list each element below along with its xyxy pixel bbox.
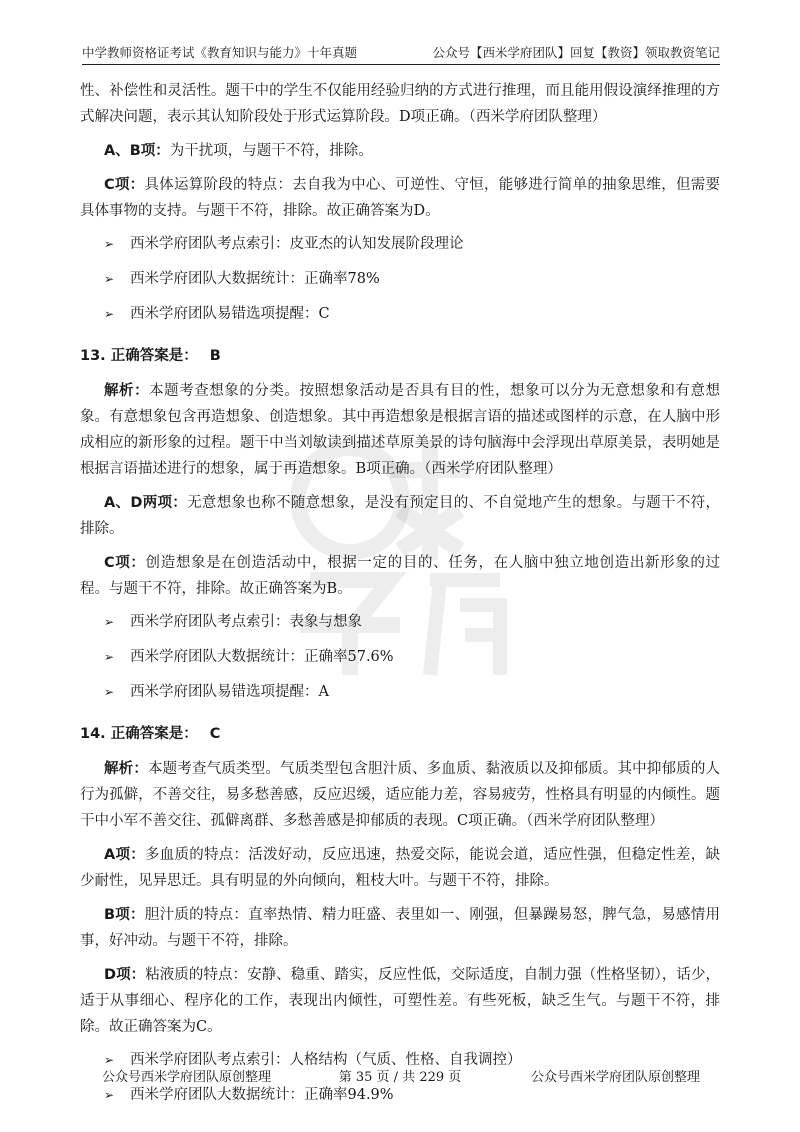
option-label: C项： (104, 555, 146, 571)
footer-right: 公众号西米学府团队原创整理 (530, 1070, 700, 1085)
list-item: ➢ 西米学府团队考点索引：人格结构（气质、性格、自我调控） (80, 1048, 720, 1072)
q13-option-c (80, 550, 720, 602)
list-item: ➢ 西米学府团队大数据统计：正确率94.9% (80, 1083, 720, 1107)
arrow-bullet-icon: ➢ (104, 1053, 115, 1067)
option-text: 创造想象是在创造活动中，根据一定的目的、任务，在人脑中独立地创造出新形象的过程。与题干不符，排除。故正确答案为B。 (80, 555, 720, 597)
page-number: 第 35 页 / 共 229 页 (338, 1070, 462, 1085)
arrow-bullet-icon: ➢ (104, 685, 115, 699)
main-content (80, 78, 720, 1118)
arrow-bullet-icon: ➢ (104, 1088, 115, 1102)
option-text: 多血质的特点：活泼好动，反应迅速，热爱交际，能说会道，适应性强，但稳定性差，缺少耐性，见异思迁。具有明显的外向倾向，粗枝大叶。与题干不符，排除。 (80, 847, 720, 889)
q13-analysis: 解析：本题考查想象的分类。按照想象活动是否具有目的性，想象可以分为无意想象和有意想象。有意想象包含再造想象、创造想象。其中再造想象是根据言语的描述或图样的示意，在人脑中形成相应的新形象的过程。题干中当刘敏读到描述草原美景的诗句脑海中会浮现出草原美景，表明她是根据言语描述进行的想象，属于再造想象。B项正确。（西米学府团队整理） (80, 383, 721, 477)
footer-left: 公众号西米学府团队原创整理 (102, 1070, 272, 1085)
option-text: 具体运算阶段的特点：去自我为中心、可逆性、守恒，能够进行简单的抽象思维，但需要具体事物的支持。与题干不符，排除。故正确答案为D。 (80, 177, 720, 219)
arrow-bullet-icon: ➢ (104, 272, 115, 286)
intro-option-ab (80, 138, 720, 164)
intro-bullet-list (80, 232, 720, 326)
q13-heading: 13. 正确答案是： B (80, 348, 221, 364)
arrow-bullet-icon: ➢ (104, 615, 115, 629)
list-item: ➢ 西米学府团队易错选项提醒：A (80, 680, 720, 704)
q14-analysis: 解析：本题考查气质类型。气质类型包含胆汁质、多血质、黏液质以及抑郁质。其中抑郁质的人行为孤僻，不善交往，易多愁善感，反应迟缓，适应能力差，容易疲劳，性格具有明显的内倾性。题干中小军不善交往、孤僻离群、多愁善感是抑郁质的表现。C项正确。（西米学府团队整理） (80, 761, 720, 829)
q14-option-d (80, 962, 720, 1040)
option-text: 胆汁质的特点：直率热情、精力旺盛、表里如一、刚强，但暴躁易怒，脾气急，易感情用事，好冲动。与题干不符，排除。 (80, 907, 720, 949)
header-title: 中学教师资格证考试《教育知识与能力》十年真题 (82, 45, 358, 60)
arrow-bullet-icon: ➢ (104, 307, 115, 321)
list-item: ➢ 西米学府团队考点索引：皮亚杰的认知发展阶段理论 (80, 232, 720, 256)
q13-answer: B (209, 348, 221, 364)
page-header (82, 42, 720, 65)
q13-option-ad (80, 490, 720, 542)
arrow-bullet-icon: ➢ (104, 237, 115, 251)
option-label: A、B项： (104, 143, 170, 159)
option-label: D项： (104, 967, 146, 983)
arrow-bullet-icon: ➢ (104, 650, 115, 664)
list-item: ➢ 西米学府团队大数据统计：正确率78% (80, 267, 720, 291)
q14-answer: C (209, 726, 221, 742)
header-promo: 公众号【西米学府团队】回复【教资】领取教资笔记 (432, 45, 720, 60)
list-item: ➢ 西米学府团队易错选项提醒：C (80, 302, 720, 326)
q14-option-a (80, 842, 720, 894)
q14-heading: 14. 正确答案是： C (80, 726, 221, 742)
q13-bullet-list (80, 610, 720, 704)
list-item: ➢ 西米学府团队大数据统计：正确率57.6% (80, 645, 720, 669)
q14-option-b (80, 902, 720, 954)
option-text: 为干扰项，与题干不符，排除。 (169, 143, 373, 159)
option-label: A项： (104, 847, 145, 863)
list-item: ➢ 西米学府团队考点索引：表象与想象 (80, 610, 720, 634)
option-text: 无意想象也称不随意想象，是没有预定目的、不自觉地产生的想象。与题干不符，排除。 (80, 495, 720, 537)
option-label: A、D两项： (104, 495, 188, 511)
option-label: B项： (104, 907, 145, 923)
intro-option-c (80, 172, 720, 224)
intro-analysis: 性、补偿性和灵活性。题干中的学生不仅能用经验归纳的方式进行推理，而且能用假设演绎推理的方式解决问题，表示其认知阶段处于形式运算阶段。D项正确。（西米学府团队整理） (80, 83, 720, 125)
option-text: 粘液质的特点：安静、稳重、踏实，反应性低，交际适度，自制力强（性格坚韧），话少，适于从事细心、程序化的工作，表现出内倾性，可塑性差。有些死板，缺乏生气。与题干不符，排除。故正确答案为C。 (80, 967, 720, 1035)
option-label: C项： (104, 177, 145, 193)
